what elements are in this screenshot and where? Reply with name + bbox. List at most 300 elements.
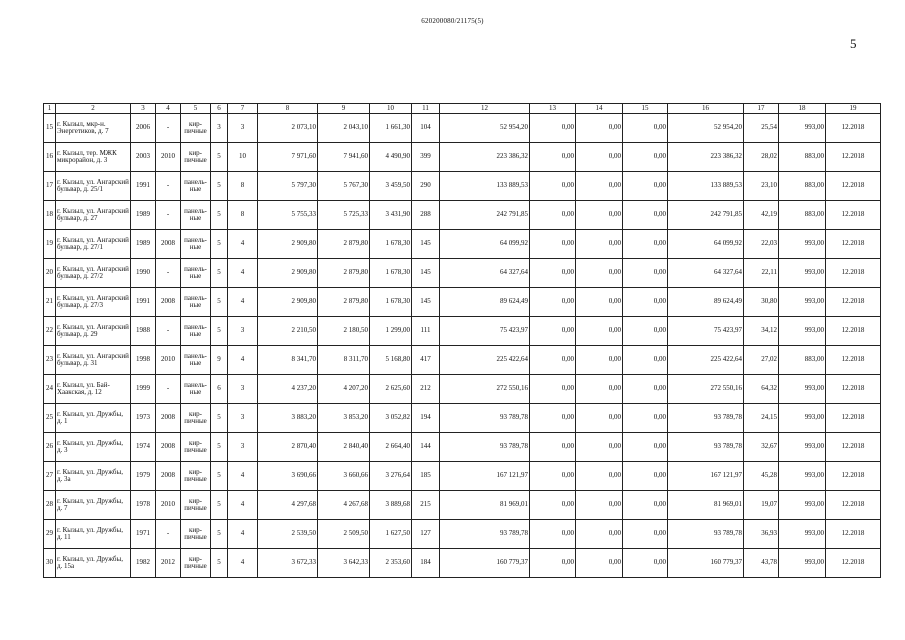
cell-floors: 5 <box>211 317 228 346</box>
cell-cost-owners: 133 889,53 <box>668 172 744 201</box>
column-number-row <box>44 104 881 114</box>
table-row <box>44 549 881 578</box>
cell-residential-area: 3 052,82 <box>370 404 412 433</box>
cell-residents: 111 <box>412 317 440 346</box>
cell-residential-area: 3 889,68 <box>370 491 412 520</box>
cell-living-area: 8 311,70 <box>318 346 370 375</box>
table-row <box>44 491 881 520</box>
cell-total-area: 2 539,50 <box>258 520 318 549</box>
table-body <box>44 114 881 578</box>
cell-total-area: 2 909,80 <box>258 288 318 317</box>
cell-year-built: 1991 <box>131 288 156 317</box>
cell-entrances: 4 <box>228 549 258 578</box>
cell-cost-local: 0,00 <box>623 230 668 259</box>
table-row <box>44 114 881 143</box>
cell-entrances: 3 <box>228 404 258 433</box>
table-row <box>44 259 881 288</box>
cell-year-renovated: 2010 <box>156 143 181 172</box>
cell-year-built: 1989 <box>131 230 156 259</box>
cell-residential-area: 2 664,40 <box>370 433 412 462</box>
cell-entrances: 4 <box>228 230 258 259</box>
cell-total-area: 5 797,30 <box>258 172 318 201</box>
table-row <box>44 346 881 375</box>
cell-total-cost: 93 789,78 <box>440 520 530 549</box>
cell-completion-date: 12.2018 <box>826 172 881 201</box>
cell-cost-per-sqm: 32,67 <box>744 433 779 462</box>
cell-entrances: 3 <box>228 317 258 346</box>
cell-year-built: 1990 <box>131 259 156 288</box>
cell-total-cost: 64 327,64 <box>440 259 530 288</box>
cell-living-area: 7 941,60 <box>318 143 370 172</box>
cell-cost-regional: 0,00 <box>576 317 623 346</box>
cell-cost-owners: 89 624,49 <box>668 288 744 317</box>
cell-wall-material: кир-пичные <box>181 462 211 491</box>
cell-completion-date: 12.2018 <box>826 201 881 230</box>
cell-residents: 145 <box>412 230 440 259</box>
cell-max-cost-per-sqm: 993,00 <box>779 549 826 578</box>
cell-residential-area: 1 678,30 <box>370 230 412 259</box>
cell-address: г. Кызыл, ул. Ангарский бульвар, д. 27/1 <box>56 230 131 259</box>
cell-living-area: 2 043,10 <box>318 114 370 143</box>
column-header: 12 <box>440 104 530 114</box>
cell-completion-date: 12.2018 <box>826 375 881 404</box>
cell-residents: 288 <box>412 201 440 230</box>
cell-max-cost-per-sqm: 883,00 <box>779 172 826 201</box>
cell-cost-per-sqm: 36,93 <box>744 520 779 549</box>
column-header: 7 <box>228 104 258 114</box>
cell-living-area: 3 853,20 <box>318 404 370 433</box>
cell-address: г. Кызыл, ул. Дружбы, д. 3а <box>56 462 131 491</box>
cell-living-area: 2 840,40 <box>318 433 370 462</box>
cell-row-index: 17 <box>44 172 56 201</box>
cell-year-renovated: - <box>156 201 181 230</box>
cell-entrances: 4 <box>228 288 258 317</box>
table-row <box>44 172 881 201</box>
cell-year-built: 1971 <box>131 520 156 549</box>
cell-wall-material: панель-ные <box>181 201 211 230</box>
cell-cost-per-sqm: 22,11 <box>744 259 779 288</box>
column-header: 6 <box>211 104 228 114</box>
cell-total-area: 4 237,20 <box>258 375 318 404</box>
cell-address: г. Кызыл, тер. МЖК микрорайон, д. 3 <box>56 143 131 172</box>
cell-cost-local: 0,00 <box>623 549 668 578</box>
table-row <box>44 520 881 549</box>
cell-year-built: 1974 <box>131 433 156 462</box>
cell-cost-federal: 0,00 <box>530 462 576 491</box>
cell-residents: 185 <box>412 462 440 491</box>
cell-residential-area: 1 678,30 <box>370 259 412 288</box>
cell-residents: 417 <box>412 346 440 375</box>
table-row <box>44 288 881 317</box>
cell-living-area: 2 180,50 <box>318 317 370 346</box>
cell-floors: 5 <box>211 288 228 317</box>
column-header: 5 <box>181 104 211 114</box>
table-row <box>44 201 881 230</box>
cell-row-index: 18 <box>44 201 56 230</box>
cell-address: г. Кызыл, ул. Дружбы, д. 7 <box>56 491 131 520</box>
cell-cost-local: 0,00 <box>623 404 668 433</box>
cell-wall-material: кир-пичные <box>181 520 211 549</box>
cell-row-index: 30 <box>44 549 56 578</box>
cell-cost-local: 0,00 <box>623 288 668 317</box>
document-code: 620200080/21175(5) <box>421 17 484 25</box>
cell-cost-federal: 0,00 <box>530 433 576 462</box>
cell-max-cost-per-sqm: 883,00 <box>779 201 826 230</box>
cell-cost-owners: 160 779,37 <box>668 549 744 578</box>
cell-wall-material: панель-ные <box>181 172 211 201</box>
cell-cost-regional: 0,00 <box>576 491 623 520</box>
cell-max-cost-per-sqm: 993,00 <box>779 114 826 143</box>
cell-cost-per-sqm: 28,02 <box>744 143 779 172</box>
cell-cost-regional: 0,00 <box>576 288 623 317</box>
cell-cost-federal: 0,00 <box>530 549 576 578</box>
cell-max-cost-per-sqm: 993,00 <box>779 288 826 317</box>
cell-living-area: 4 207,20 <box>318 375 370 404</box>
column-header: 3 <box>131 104 156 114</box>
cell-year-renovated: 2010 <box>156 346 181 375</box>
cell-residential-area: 4 490,90 <box>370 143 412 172</box>
cell-completion-date: 12.2018 <box>826 288 881 317</box>
cell-floors: 5 <box>211 549 228 578</box>
cell-total-cost: 64 099,92 <box>440 230 530 259</box>
cell-cost-local: 0,00 <box>623 433 668 462</box>
cell-year-renovated: - <box>156 520 181 549</box>
column-header: 9 <box>318 104 370 114</box>
table-row <box>44 375 881 404</box>
cell-year-renovated: - <box>156 317 181 346</box>
cell-max-cost-per-sqm: 993,00 <box>779 433 826 462</box>
cell-total-cost: 225 422,64 <box>440 346 530 375</box>
cell-completion-date: 12.2018 <box>826 114 881 143</box>
cell-year-renovated: - <box>156 375 181 404</box>
cell-cost-owners: 93 789,78 <box>668 433 744 462</box>
cell-cost-owners: 167 121,97 <box>668 462 744 491</box>
cell-wall-material: кир-пичные <box>181 404 211 433</box>
cell-row-index: 27 <box>44 462 56 491</box>
cell-address: г. Кызыл, ул. Ангарский бульвар, д. 31 <box>56 346 131 375</box>
cell-residents: 215 <box>412 491 440 520</box>
cell-living-area: 2 879,80 <box>318 259 370 288</box>
cell-total-cost: 89 624,49 <box>440 288 530 317</box>
cell-entrances: 3 <box>228 375 258 404</box>
cell-living-area: 2 509,50 <box>318 520 370 549</box>
cell-cost-local: 0,00 <box>623 491 668 520</box>
cell-cost-federal: 0,00 <box>530 259 576 288</box>
cell-max-cost-per-sqm: 993,00 <box>779 230 826 259</box>
cell-cost-local: 0,00 <box>623 201 668 230</box>
cell-row-index: 19 <box>44 230 56 259</box>
cell-residential-area: 2 625,60 <box>370 375 412 404</box>
column-header: 8 <box>258 104 318 114</box>
cell-residents: 104 <box>412 114 440 143</box>
cell-cost-local: 0,00 <box>623 375 668 404</box>
cell-cost-regional: 0,00 <box>576 230 623 259</box>
cell-address: г. Кызыл, мкр-н. Энергетиков, д. 7 <box>56 114 131 143</box>
cell-total-cost: 52 954,20 <box>440 114 530 143</box>
cell-floors: 5 <box>211 491 228 520</box>
cell-residents: 145 <box>412 259 440 288</box>
cell-total-area: 2 909,80 <box>258 259 318 288</box>
cell-cost-regional: 0,00 <box>576 462 623 491</box>
cell-cost-regional: 0,00 <box>576 201 623 230</box>
cell-total-cost: 133 889,53 <box>440 172 530 201</box>
cell-year-renovated: 2008 <box>156 288 181 317</box>
cell-address: г. Кызыл, ул. Ангарский бульвар, д. 27/3 <box>56 288 131 317</box>
page-number: 5 <box>850 36 857 51</box>
cell-living-area: 5 767,30 <box>318 172 370 201</box>
cell-cost-per-sqm: 64,32 <box>744 375 779 404</box>
cell-cost-local: 0,00 <box>623 114 668 143</box>
cell-total-cost: 167 121,97 <box>440 462 530 491</box>
cell-cost-regional: 0,00 <box>576 404 623 433</box>
cell-address: г. Кызыл, ул. Ангарский бульвар, д. 25/1 <box>56 172 131 201</box>
table-row <box>44 462 881 491</box>
cell-entrances: 4 <box>228 520 258 549</box>
cell-residential-area: 1 299,00 <box>370 317 412 346</box>
cell-cost-federal: 0,00 <box>530 317 576 346</box>
cell-year-built: 1988 <box>131 317 156 346</box>
cell-entrances: 4 <box>228 346 258 375</box>
cell-floors: 5 <box>211 462 228 491</box>
cell-completion-date: 12.2018 <box>826 462 881 491</box>
cell-year-renovated: - <box>156 259 181 288</box>
cell-cost-per-sqm: 43,78 <box>744 549 779 578</box>
cell-completion-date: 12.2018 <box>826 259 881 288</box>
cell-residents: 290 <box>412 172 440 201</box>
column-header: 13 <box>530 104 576 114</box>
cell-max-cost-per-sqm: 993,00 <box>779 462 826 491</box>
cell-address: г. Кызыл, ул. Бай-Хаакская, д. 12 <box>56 375 131 404</box>
cell-total-cost: 93 789,78 <box>440 404 530 433</box>
cell-cost-federal: 0,00 <box>530 288 576 317</box>
cell-residents: 127 <box>412 520 440 549</box>
cell-completion-date: 12.2018 <box>826 317 881 346</box>
column-header: 18 <box>779 104 826 114</box>
cell-floors: 3 <box>211 114 228 143</box>
cell-address: г. Кызыл, ул. Дружбы, д. 1 <box>56 404 131 433</box>
cell-residents: 184 <box>412 549 440 578</box>
cell-year-renovated: 2008 <box>156 230 181 259</box>
cell-max-cost-per-sqm: 883,00 <box>779 143 826 172</box>
table-row <box>44 143 881 172</box>
cell-wall-material: панель-ные <box>181 317 211 346</box>
cell-total-area: 8 341,70 <box>258 346 318 375</box>
cell-cost-federal: 0,00 <box>530 230 576 259</box>
cell-cost-federal: 0,00 <box>530 375 576 404</box>
cell-completion-date: 12.2018 <box>826 491 881 520</box>
cell-total-area: 2 909,80 <box>258 230 318 259</box>
cell-cost-owners: 225 422,64 <box>668 346 744 375</box>
cell-max-cost-per-sqm: 993,00 <box>779 520 826 549</box>
cell-living-area: 5 725,33 <box>318 201 370 230</box>
cell-floors: 5 <box>211 404 228 433</box>
cell-total-cost: 75 423,97 <box>440 317 530 346</box>
cell-entrances: 3 <box>228 433 258 462</box>
cell-max-cost-per-sqm: 993,00 <box>779 259 826 288</box>
cell-row-index: 15 <box>44 114 56 143</box>
cell-living-area: 4 267,68 <box>318 491 370 520</box>
register-table <box>43 103 881 578</box>
column-header: 17 <box>744 104 779 114</box>
cell-wall-material: кир-пичные <box>181 114 211 143</box>
cell-wall-material: кир-пичные <box>181 433 211 462</box>
cell-floors: 5 <box>211 143 228 172</box>
cell-total-area: 3 672,33 <box>258 549 318 578</box>
column-header: 1 <box>44 104 56 114</box>
cell-entrances: 8 <box>228 201 258 230</box>
column-header: 14 <box>576 104 623 114</box>
cell-total-area: 2 210,50 <box>258 317 318 346</box>
column-header: 11 <box>412 104 440 114</box>
cell-floors: 5 <box>211 201 228 230</box>
cell-cost-owners: 242 791,85 <box>668 201 744 230</box>
cell-floors: 9 <box>211 346 228 375</box>
cell-wall-material: панель-ные <box>181 346 211 375</box>
cell-floors: 5 <box>211 230 228 259</box>
cell-cost-federal: 0,00 <box>530 346 576 375</box>
cell-wall-material: кир-пичные <box>181 143 211 172</box>
table-row <box>44 317 881 346</box>
cell-row-index: 24 <box>44 375 56 404</box>
cell-cost-regional: 0,00 <box>576 259 623 288</box>
cell-cost-per-sqm: 42,19 <box>744 201 779 230</box>
cell-cost-per-sqm: 34,12 <box>744 317 779 346</box>
cell-cost-owners: 75 423,97 <box>668 317 744 346</box>
cell-cost-local: 0,00 <box>623 317 668 346</box>
cell-total-area: 7 971,60 <box>258 143 318 172</box>
cell-residents: 194 <box>412 404 440 433</box>
cell-address: г. Кызыл, ул. Ангарский бульвар, д. 29 <box>56 317 131 346</box>
cell-total-area: 2 073,10 <box>258 114 318 143</box>
cell-cost-owners: 52 954,20 <box>668 114 744 143</box>
cell-year-built: 1989 <box>131 201 156 230</box>
cell-cost-federal: 0,00 <box>530 491 576 520</box>
cell-year-built: 1998 <box>131 346 156 375</box>
cell-living-area: 3 660,66 <box>318 462 370 491</box>
cell-year-built: 1979 <box>131 462 156 491</box>
cell-total-area: 5 755,33 <box>258 201 318 230</box>
cell-max-cost-per-sqm: 993,00 <box>779 317 826 346</box>
cell-residential-area: 3 431,90 <box>370 201 412 230</box>
cell-total-cost: 93 789,78 <box>440 433 530 462</box>
cell-residential-area: 2 353,60 <box>370 549 412 578</box>
cell-address: г. Кызыл, ул. Дружбы, д. 15а <box>56 549 131 578</box>
cell-max-cost-per-sqm: 993,00 <box>779 375 826 404</box>
cell-year-built: 2006 <box>131 114 156 143</box>
cell-wall-material: кир-пичные <box>181 549 211 578</box>
cell-max-cost-per-sqm: 993,00 <box>779 404 826 433</box>
cell-total-cost: 223 386,32 <box>440 143 530 172</box>
cell-cost-per-sqm: 27,02 <box>744 346 779 375</box>
cell-year-renovated: 2008 <box>156 433 181 462</box>
cell-floors: 5 <box>211 433 228 462</box>
cell-living-area: 3 642,33 <box>318 549 370 578</box>
cell-year-renovated: 2010 <box>156 491 181 520</box>
cell-row-index: 29 <box>44 520 56 549</box>
cell-cost-per-sqm: 19,07 <box>744 491 779 520</box>
cell-year-renovated: 2012 <box>156 549 181 578</box>
cell-floors: 6 <box>211 375 228 404</box>
cell-year-built: 2003 <box>131 143 156 172</box>
cell-cost-owners: 64 327,64 <box>668 259 744 288</box>
cell-cost-regional: 0,00 <box>576 433 623 462</box>
table-row <box>44 433 881 462</box>
cell-cost-owners: 223 386,32 <box>668 143 744 172</box>
cell-year-renovated: 2008 <box>156 462 181 491</box>
cell-cost-local: 0,00 <box>623 259 668 288</box>
column-header: 10 <box>370 104 412 114</box>
cell-total-cost: 81 969,01 <box>440 491 530 520</box>
cell-cost-local: 0,00 <box>623 143 668 172</box>
cell-address: г. Кызыл, ул. Ангарский бульвар, д. 27/2 <box>56 259 131 288</box>
cell-total-area: 2 870,40 <box>258 433 318 462</box>
cell-cost-federal: 0,00 <box>530 201 576 230</box>
cell-cost-regional: 0,00 <box>576 114 623 143</box>
cell-wall-material: панель-ные <box>181 259 211 288</box>
cell-entrances: 3 <box>228 114 258 143</box>
cell-cost-per-sqm: 23,10 <box>744 172 779 201</box>
cell-year-built: 1973 <box>131 404 156 433</box>
cell-living-area: 2 879,80 <box>318 230 370 259</box>
cell-cost-owners: 272 550,16 <box>668 375 744 404</box>
cell-cost-local: 0,00 <box>623 520 668 549</box>
cell-total-area: 3 690,66 <box>258 462 318 491</box>
cell-total-area: 3 883,20 <box>258 404 318 433</box>
cell-cost-regional: 0,00 <box>576 143 623 172</box>
cell-cost-regional: 0,00 <box>576 172 623 201</box>
cell-cost-per-sqm: 45,28 <box>744 462 779 491</box>
cell-max-cost-per-sqm: 883,00 <box>779 346 826 375</box>
cell-cost-federal: 0,00 <box>530 404 576 433</box>
cell-cost-federal: 0,00 <box>530 143 576 172</box>
cell-cost-owners: 93 789,78 <box>668 404 744 433</box>
cell-cost-local: 0,00 <box>623 346 668 375</box>
cell-completion-date: 12.2018 <box>826 520 881 549</box>
cell-cost-per-sqm: 30,80 <box>744 288 779 317</box>
cell-residential-area: 1 678,30 <box>370 288 412 317</box>
cell-cost-per-sqm: 24,15 <box>744 404 779 433</box>
column-header: 15 <box>623 104 668 114</box>
cell-year-built: 1978 <box>131 491 156 520</box>
cell-row-index: 26 <box>44 433 56 462</box>
cell-floors: 5 <box>211 259 228 288</box>
cell-max-cost-per-sqm: 993,00 <box>779 491 826 520</box>
cell-cost-per-sqm: 22,03 <box>744 230 779 259</box>
column-header: 4 <box>156 104 181 114</box>
cell-row-index: 16 <box>44 143 56 172</box>
cell-living-area: 2 879,80 <box>318 288 370 317</box>
cell-total-cost: 160 779,37 <box>440 549 530 578</box>
cell-year-renovated: 2008 <box>156 404 181 433</box>
cell-entrances: 8 <box>228 172 258 201</box>
cell-residential-area: 1 661,30 <box>370 114 412 143</box>
cell-cost-per-sqm: 25,54 <box>744 114 779 143</box>
cell-year-renovated: - <box>156 114 181 143</box>
cell-year-built: 1991 <box>131 172 156 201</box>
cell-year-built: 1982 <box>131 549 156 578</box>
cell-residential-area: 5 168,80 <box>370 346 412 375</box>
cell-row-index: 25 <box>44 404 56 433</box>
cell-row-index: 22 <box>44 317 56 346</box>
cell-cost-owners: 81 969,01 <box>668 491 744 520</box>
cell-residents: 145 <box>412 288 440 317</box>
table-row <box>44 404 881 433</box>
cell-row-index: 28 <box>44 491 56 520</box>
cell-cost-owners: 93 789,78 <box>668 520 744 549</box>
cell-total-cost: 272 550,16 <box>440 375 530 404</box>
cell-cost-federal: 0,00 <box>530 520 576 549</box>
cell-completion-date: 12.2018 <box>826 549 881 578</box>
